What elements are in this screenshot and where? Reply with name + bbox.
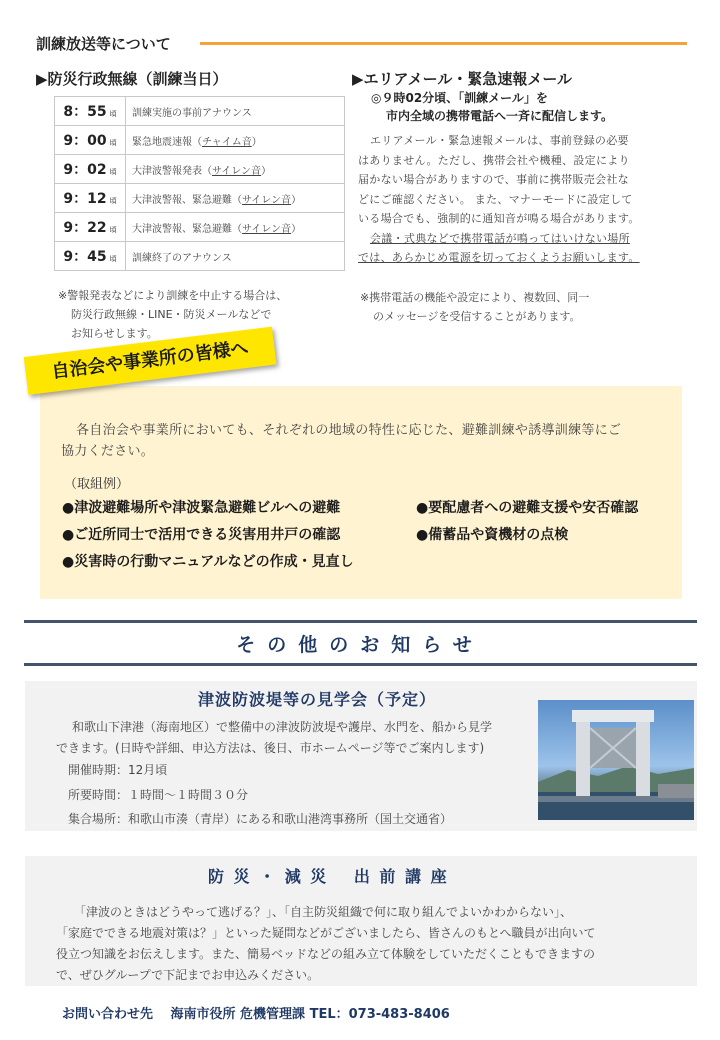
schedule-time-approx: 頃 (109, 168, 117, 176)
lecture-body-line: 役立つ知識をお伝えします。また、簡易ベッドなどの組み立て体験をしていただくこともできますの (56, 947, 596, 961)
schedule-desc-text: 訓練終了のアナウンス (132, 252, 232, 264)
bousai-note-line: 防災行政無線・LINE・防災メールなどで (71, 308, 272, 321)
areamail-sub2: 市内全域の携帯電話へ一斉に配信します。 (386, 109, 614, 123)
example-item: ●津波避難場所や津波緊急避難ビルへの避難 (62, 500, 341, 516)
schedule-time-value: 9：22 (63, 220, 107, 236)
lecture-title: 防 災 ・ 減 災 出 前 講 座 (208, 867, 449, 886)
examples-label: （取組例） (64, 477, 130, 492)
schedule-desc-text: 緊急地震速報（ (132, 136, 202, 148)
floodgate-photo (538, 700, 694, 820)
community-intro: 各自治会や事業所においても、それぞれの地域の特性に応じた、避難訓練や誘導訓練等にご (76, 423, 622, 438)
lecture-body-line: で、ぜひグループで下記までお申込みください。 (56, 968, 320, 982)
areamail-sub1: ◎９時02分頃、「訓練メール」を (371, 91, 548, 105)
schedule-sound: チャイム音 (202, 136, 252, 148)
example-item: ●備蓄品や資機材の点検 (416, 527, 569, 543)
bousai-note-line: お知らせします。 (71, 327, 158, 340)
schedule-time-value: 9：45 (63, 249, 107, 265)
areamail-title: ▶エリアメール・緊急速報メール (352, 70, 573, 88)
schedule-row (55, 213, 345, 242)
section-title: 訓練放送等について (36, 35, 171, 53)
areamail-body-line: では、あらかじめ電源を切っておくようお願いします。 (358, 251, 640, 264)
schedule-sound: サイレン音 (242, 223, 292, 235)
schedule-row (55, 97, 345, 126)
section-divider (200, 42, 687, 45)
schedule-desc-text: 大津波警報、緊急避難（ (132, 223, 242, 235)
example-item: ●ご近所同士で活用できる災害用井戸の確認 (62, 527, 341, 543)
bousai-title: ▶防災行政無線（訓練当日） (36, 70, 228, 88)
tour-body: できます。(日時や詳細、申込方法は、後日、市ホームページ等でご案内します) (56, 741, 485, 755)
areamail-body-line: どにご確認ください。 また、マナーモードに設定して (358, 192, 633, 206)
schedule-time-approx: 頃 (109, 139, 117, 147)
areamail-note (360, 288, 690, 326)
other-bottom-line (24, 663, 697, 666)
schedule-desc-close: ） (261, 165, 272, 177)
tour-duration: 所要時間：１時間～１時間３０分 (68, 788, 249, 802)
schedule-desc-close: ） (291, 223, 302, 235)
schedule-time (55, 126, 126, 155)
schedule-time (55, 184, 126, 213)
schedule-time-value: 9：12 (63, 191, 107, 207)
schedule-row (55, 155, 345, 184)
schedule-row (55, 242, 345, 271)
bousai-note-line: ※警報発表などにより訓練を中止する場合は、 (58, 289, 288, 302)
schedule-desc (126, 97, 345, 126)
areamail-note-line: ※携帯電話の機能や設定により、複数回、同一 (360, 291, 590, 304)
contact-info: お問い合わせ先 海南市役所 危機管理課 TEL：073-483-8406 (62, 1007, 450, 1022)
schedule-desc (126, 155, 345, 184)
schedule-desc (126, 242, 345, 271)
schedule-desc (126, 184, 345, 213)
schedule-time (55, 97, 126, 126)
schedule-row (55, 126, 345, 155)
schedule-time-approx: 頃 (109, 226, 117, 234)
schedule-desc-text: 大津波警報発表（ (132, 165, 212, 177)
schedule-row (55, 184, 345, 213)
lecture-body-line: 「家庭でできる地震対策は？」といった疑問などがございましたら、皆さんのもとへ職員が出向いて (56, 926, 596, 940)
lecture-body-line: 「津波のときはどうやって逃げる？」、「自主防災組織で何に取り組んでよいかわからない」、 (74, 905, 573, 919)
schedule-time-approx: 頃 (109, 197, 117, 205)
areamail-body-line: エリアメール・緊急速報メールは、事前登録の必要 (370, 134, 629, 147)
areamail-body-line: 会議・式典などで携帯電話が鳴ってはいけない場所 (370, 231, 630, 245)
areamail-body (358, 131, 698, 268)
other-top-line (24, 620, 697, 623)
schedule-desc-text: 大津波警報、緊急避難（ (132, 194, 242, 206)
community-banner: 自治会や事業所の皆様へ (24, 327, 277, 395)
schedule-time-value: 9：02 (63, 162, 107, 178)
schedule-sound: サイレン音 (242, 194, 292, 206)
schedule-desc-close: ） (251, 136, 262, 148)
floodgate-illustration (538, 700, 694, 820)
areamail-note-line: のメッセージを受信することがあります。 (373, 310, 581, 323)
areamail-body-line: はありません。ただし、携帯会社や機種、設定により (358, 153, 630, 167)
other-title: その他のお知らせ (236, 634, 484, 656)
areamail-body-line: いる場合でも、強制的に通知音が鳴る場合があります。 (358, 212, 640, 225)
schedule-time (55, 155, 126, 184)
schedule-sound: サイレン音 (212, 165, 262, 177)
lecture-body (56, 902, 686, 986)
tour-period: 開催時期：12月頃 (68, 763, 168, 777)
schedule-time (55, 242, 126, 271)
schedule-time-value: 9：00 (63, 133, 107, 149)
schedule-time-approx: 頃 (109, 255, 117, 263)
example-item: ●災害時の行動マニュアルなどの作成・見直し (62, 554, 354, 570)
schedule-table (54, 96, 345, 271)
schedule-desc-close: ） (291, 194, 302, 206)
schedule-desc (126, 213, 345, 242)
areamail-body-line: 届かない場合がありますので、事前に携帯販売会社な (358, 173, 629, 186)
schedule-time-value: 8：55 (63, 104, 107, 120)
example-item: ●要配慮者への避難支援や安否確認 (416, 500, 639, 516)
tour-place: 集合場所：和歌山市湊（青岸）にある和歌山港湾事務所（国土交通省） (68, 812, 453, 826)
tour-title: 津波防波堤等の見学会（予定） (198, 690, 437, 709)
schedule-desc-text: 訓練実施の事前アナウンス (132, 107, 252, 119)
schedule-time-approx: 頃 (109, 110, 117, 118)
tour-body: 和歌山下津港（海南地区）で整備中の津波防波堤や護岸、水門を、船から見学 (72, 720, 493, 734)
schedule-time (55, 213, 126, 242)
community-intro: 協力ください。 (61, 444, 155, 459)
schedule-desc (126, 126, 345, 155)
